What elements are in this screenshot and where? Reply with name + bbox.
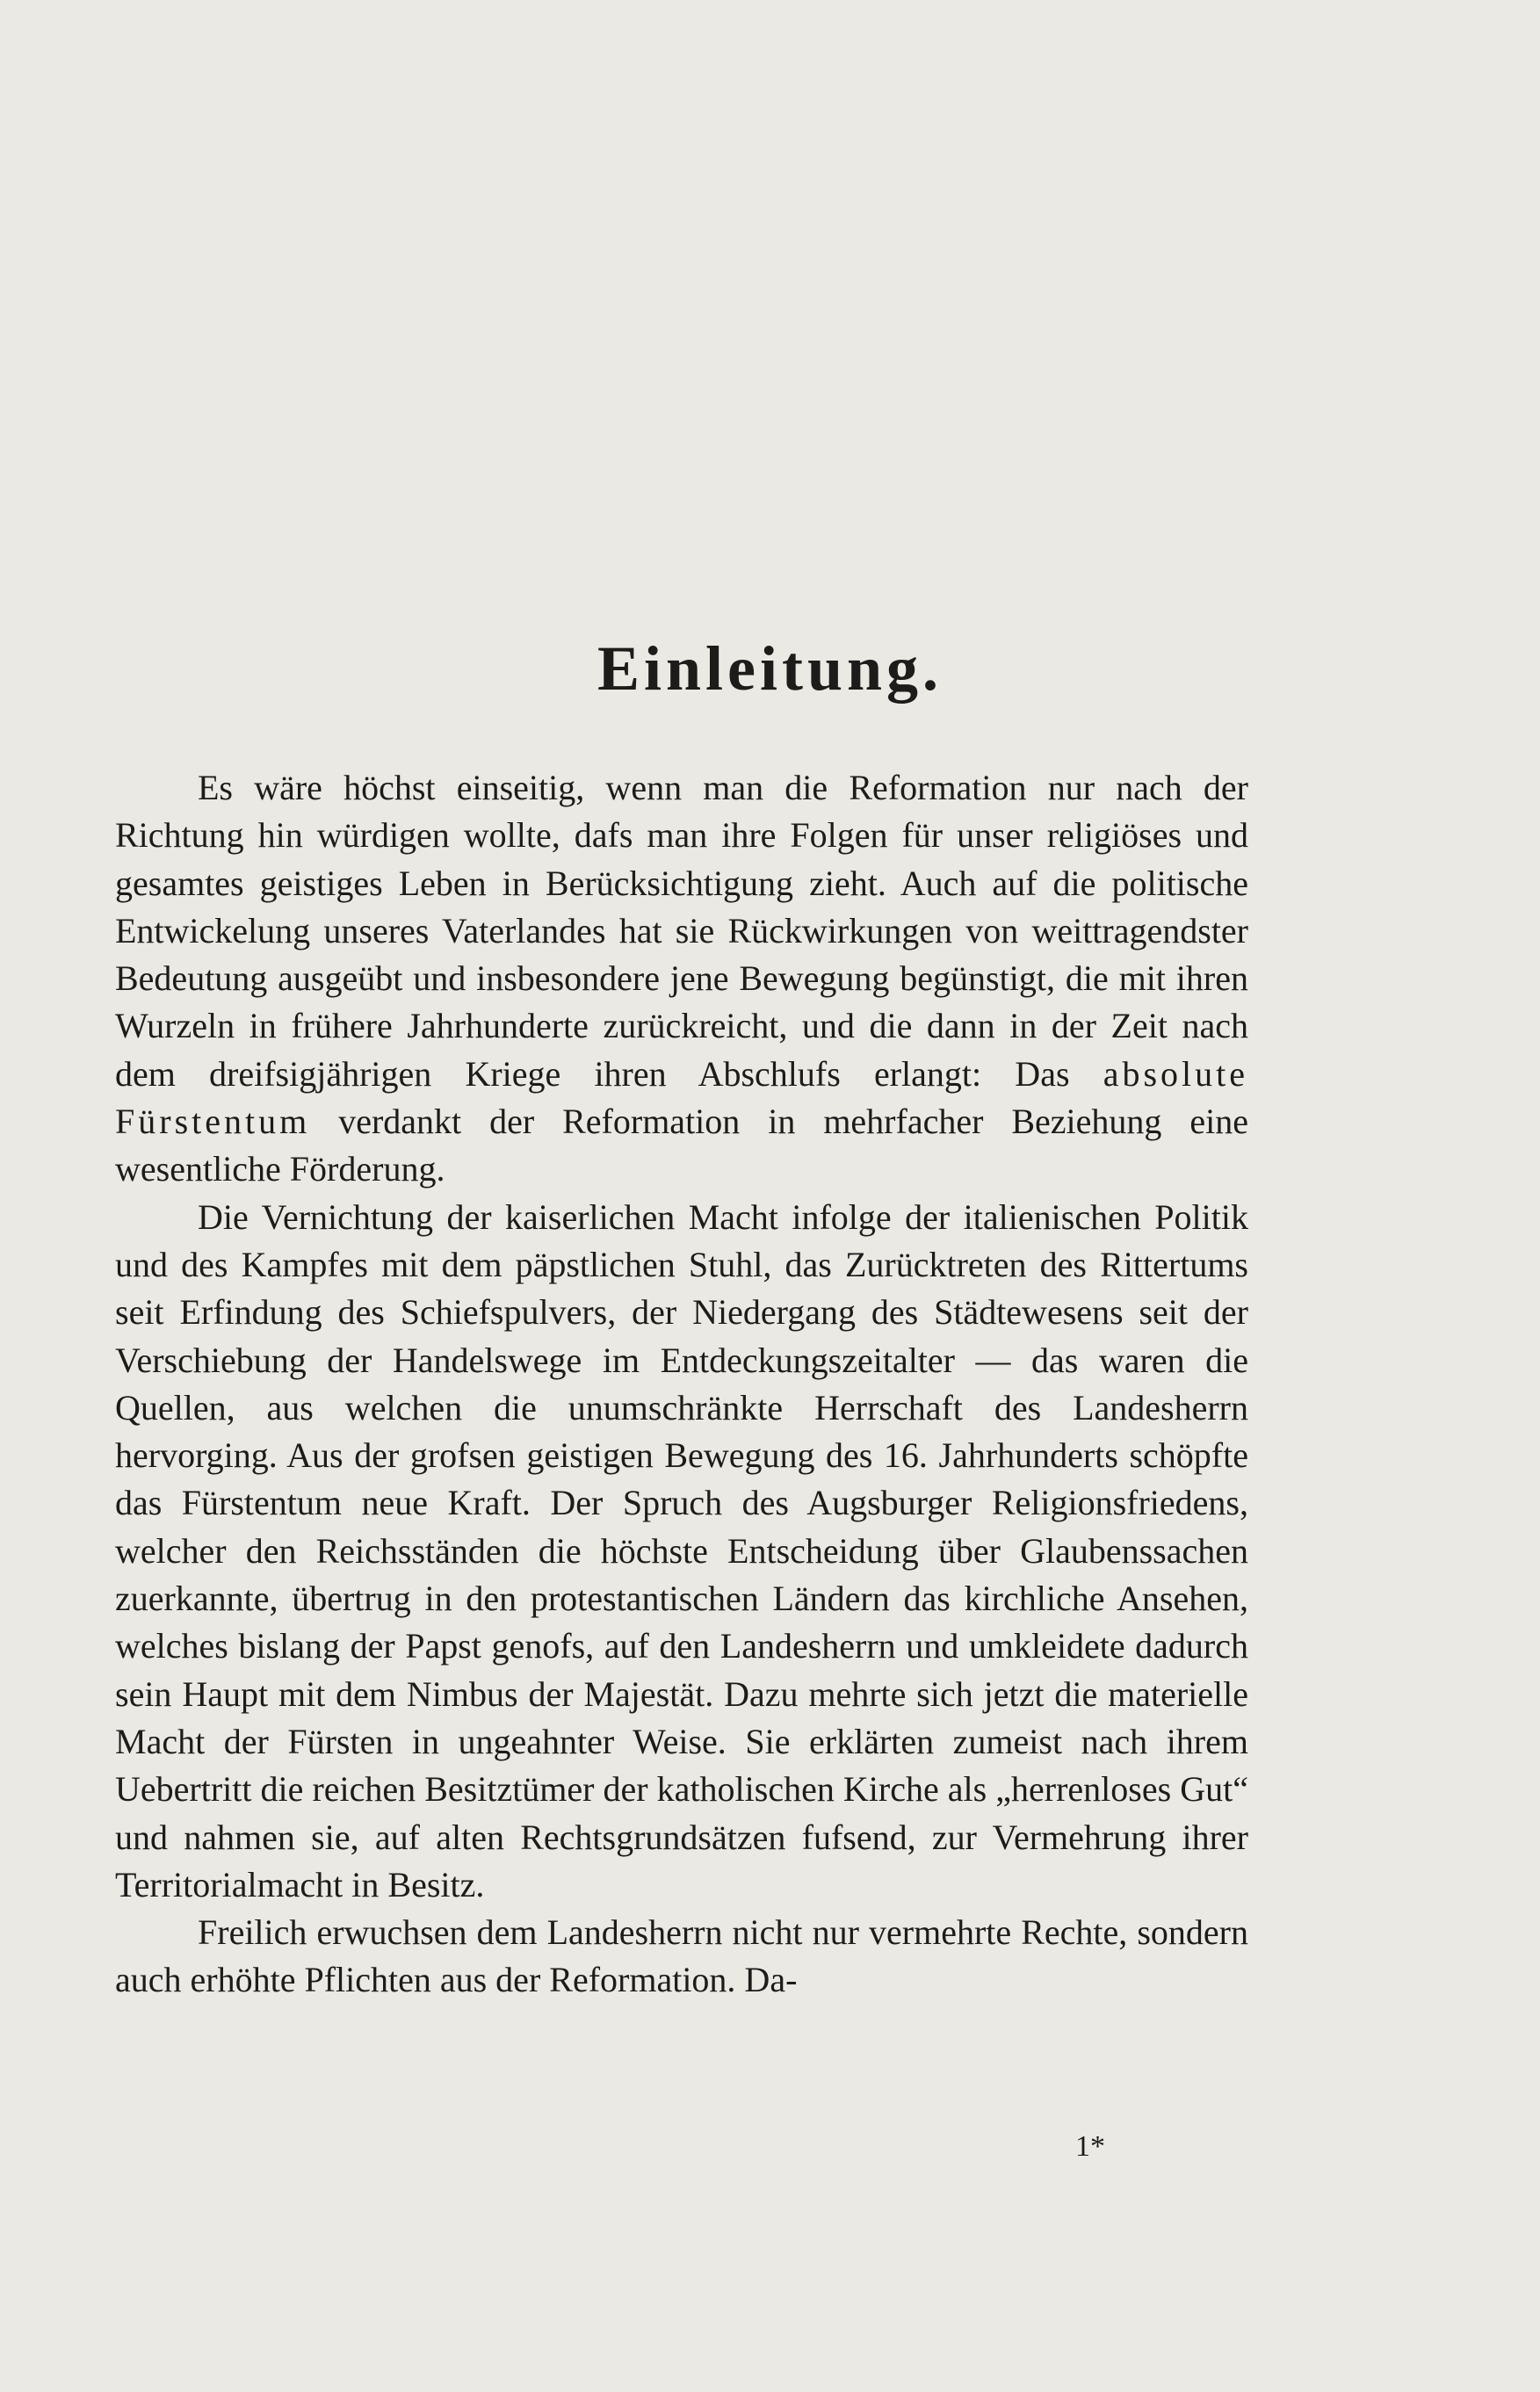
- paragraph-2: Die Vernichtung der kaiserlichen Macht infolge der italienischen Politik und des Kampfes mit dem päpstlichen Stuhl, das Zurücktreten des Rittertums seit Erfindung des Schiefspulvers, der Niedergang des Städtewesens seit der Verschiebung der Handelswege im Entdeckungszeitalter — das waren die Quellen, aus welchen die unumschränkte Herrschaft des Landesherrn hervorging. Aus der grofsen geistigen Bewegung des 16. Jahrhunderts schöpfte das Fürstentum neue Kraft. Der Spruch des Augsburger Religionsfriedens, welcher den Reichsständen die höchste Entscheidung über Glaubenssachen zuerkannte, übertrug in den protestantischen Ländern das kirchliche Ansehen, welches bislang der Papst genofs, auf den Landesherrn und umkleidete dadurch sein Haupt mit dem Nimbus der Majestät. Dazu mehrte sich jetzt die materielle Macht der Fürsten in ungeahnter Weise. Sie erklärten zumeist nach ihrem Uebertritt die reichen Besitztümer der katholischen Kirche als „herrenloses Gut“ und nahmen sie, auf alten Rechtsgrundsätzen fufsend, zur Vermehrung ihrer Territorialmacht in Besitz.: [115, 1196, 1248, 1904]
- chapter-heading: Einleitung.: [596, 633, 944, 704]
- paragraph-3: Freilich erwuchsen dem Landesherrn nicht nur vermehrte Rechte, sondern auch erhöhte Pflichten aus der Reformation. Da-: [115, 1912, 1248, 2000]
- page-folio: 1*: [1075, 2130, 1105, 2163]
- paragraph-1: [115, 764, 1248, 1194]
- emphasized-spaced-text: absolute Fürstentum: [115, 1053, 1248, 1142]
- body-text: [115, 764, 1248, 2005]
- paragraph-1-text-end: verdankt der Reformation in mehrfacher Beziehung eine wesentliche Förderung.: [115, 1102, 1248, 1189]
- paragraph-1-text-start: Es wäre höchst einseitig, wenn man die Reformation nur nach der Richtung hin würdigen wollte, dafs man ihre Folgen für unser religiöses und gesamtes geistiges Leben in Berücksichtigung zieht. Auch auf die politische Entwickelung unseres Vaterlandes hat sie Rückwirkungen von weittragendster Bedeutung ausgeübt und insbesondere jene Bewegung begünstigt, die mit ihren Wurzeln in frühere Jahrhunderte zurückreicht, und die dann in der Zeit nach dem dreifsigjährigen Kriege ihren Abschlufs erlangt: Das: [115, 768, 1248, 1094]
